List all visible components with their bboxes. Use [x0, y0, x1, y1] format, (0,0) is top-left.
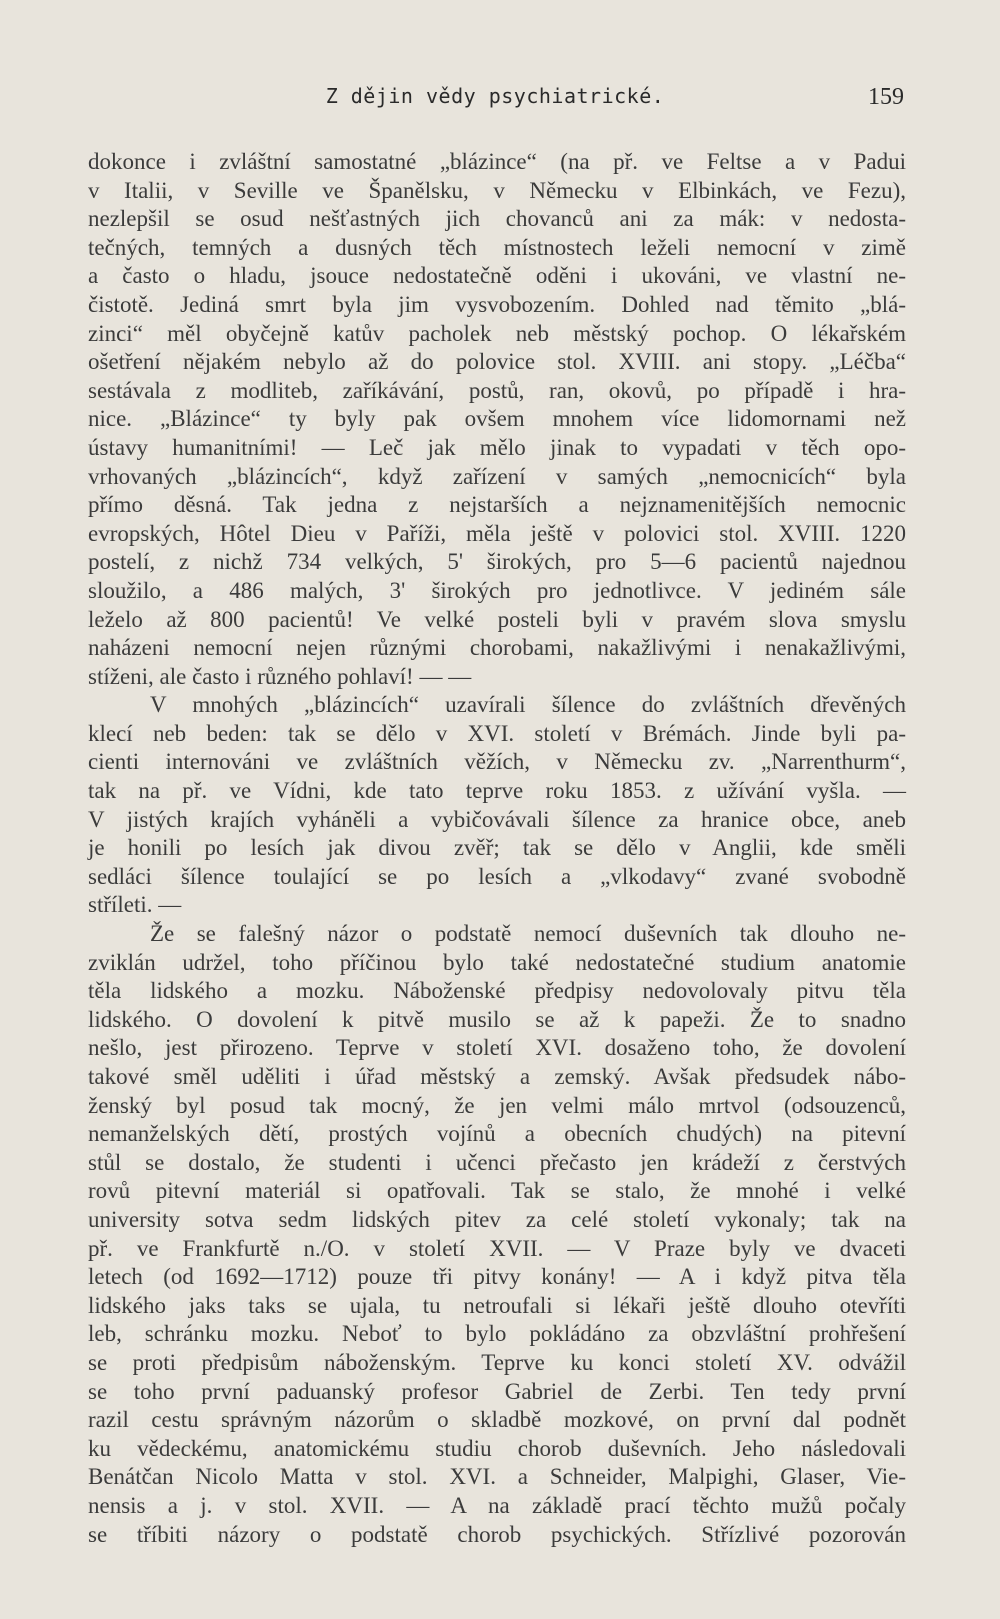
text-line: leb, schránku mozku. Neboť to bylo pokládáno za obzvláštní prohřešení	[88, 1321, 906, 1347]
text-line: Že se falešný názor o podstatě nemocí duševních tak dlouho ne-	[150, 921, 906, 947]
text-line: lidského jaks taks se ujala, tu netroufali si lékaři ještě dlouho otevříti	[88, 1292, 906, 1318]
text-line: nezlepšil se osud nešťastných jich chovanců ani za mák: v nedosta-	[88, 206, 906, 232]
text-line: university sotva sedm lidských pitev za celé století vykonaly; tak na	[88, 1206, 906, 1232]
text-line: stůl se dostalo, že studenti i učenci přečasto jen krádeží z čerstvých	[88, 1149, 906, 1175]
text-line: rovů pitevní materiál si opatřovali. Tak se stalo, že mnohé i velké	[88, 1178, 906, 1204]
text-line: stíženi, ale často i různého pohlaví! — —	[88, 663, 472, 689]
text-line: leželo až 800 pacientů! Ve velké posteli byli v pravém slova smyslu	[88, 606, 906, 632]
text-line: cienti internováni ve zvláštních věžích, v Německu zv. „Narrenthurm“,	[88, 749, 906, 775]
running-title: Z dějin vědy psychiatrické.	[325, 84, 665, 108]
text-line: nensis a j. v stol. XVII. — A na základě prací těchto mužů počaly	[88, 1492, 906, 1518]
text-line: takové směl uděliti i úřad městský a zemský. Avšak předsudek nábo-	[88, 1064, 906, 1089]
page-number: 159	[868, 84, 904, 110]
body-text	[88, 148, 906, 1549]
text-line: vrhovaných „blázincích“, když zařízení v samých „nemocnicích“ byla	[88, 463, 906, 489]
text-line: postelí, z nichž 734 velkých, 5' širokých, pro 5—6 pacientů najednou	[88, 549, 906, 575]
text-line: lidského. O dovolení k pitvě musilo se až k papeži. Že to snadno	[88, 1006, 906, 1032]
text-line: čistotě. Jediná smrt byla jim vysvobozením. Dohled nad těmito „blá-	[88, 291, 906, 317]
text-line: V jistých krajích vyháněli a vybičovávali šílence za hranice obce, aneb	[88, 806, 906, 832]
text-line: sloužilo, a 486 malých, 3' širokých pro jednotlivce. V jediném sále	[88, 577, 906, 603]
text-line: nešlo, jest přirozeno. Teprve v století XVI. dosaženo toho, že dovolení	[88, 1035, 906, 1061]
text-line: se tříbiti názory o podstatě chorob psychických. Střízlivé pozorován	[88, 1521, 906, 1547]
text-line: zviklán udržel, toho příčinou bylo také nedostatečné studium anatomie	[88, 949, 906, 975]
text-line: ošetření nějakém nebylo až do polovice stol. XVIII. ani stopy. „Léčba“	[88, 349, 906, 375]
text-line: se proti předpisům náboženským. Teprve ku konci století XV. odvážil	[88, 1349, 906, 1375]
page-header	[86, 84, 904, 120]
text-line: tak na př. ve Vídni, kde tato teprve roku 1853. z užívání vyšla. —	[88, 778, 906, 804]
text-line: letech (od 1692—1712) pouze tři pitvy konány! — A i když pitva těla	[88, 1264, 906, 1290]
text-line: v Italii, v Seville ve Španělsku, v Německu v Elbinkách, ve Fezu),	[88, 177, 906, 203]
text-line: přímo děsná. Tak jedna z nejstarších a nejznamenitějších nemocnic	[88, 492, 906, 518]
text-line: klecí neb beden: tak se dělo v XVI. století v Brémách. Jinde byli pa-	[88, 720, 906, 746]
text-line: je honili po lesích jak divou zvěř; tak se dělo v Anglii, kde směli	[88, 835, 906, 861]
text-line: sedláci šílence toulající se po lesích a „vlkodavy“ zvané svobodně	[88, 863, 906, 889]
text-line: těla lidského a mozku. Náboženské předpisy nedovolovaly pitvu těla	[88, 978, 906, 1004]
text-line: dokonce i zvláštní samostatné „blázince“ (na př. ve Feltse a v Padui	[88, 149, 906, 174]
text-line: př. ve Frankfurtě n./O. v století XVII. — V Praze byly ve dvaceti	[88, 1235, 906, 1261]
text-line: tečných, temných a dusných těch místnostech leželi nemocní v zimě	[88, 234, 906, 260]
text-line: nemanželských dětí, prostých vojínů a obecních chudých) na pitevní	[88, 1121, 906, 1147]
text-line: ku vědeckému, anatomickému studiu chorob duševních. Jeho následovali	[88, 1435, 906, 1461]
text-line: evropských, Hôtel Dieu v Paříži, měla ještě v polovici stol. XVIII. 1220	[88, 520, 906, 546]
text-line: naházeni nemocní nejen různými chorobami, nakažlivými i nenakažlivými,	[88, 635, 906, 661]
text-line: ústavy humanitními! — Leč jak mělo jinak to vypadati v těch opo-	[88, 434, 906, 460]
text-line: razil cestu správným názorům o skladbě mozkové, on první dal podnět	[88, 1407, 906, 1433]
text-line: stříleti. —	[88, 892, 182, 918]
text-line: Benátčan Nicolo Matta v stol. XVI. a Schneider, Malpighi, Glaser, Vie-	[88, 1464, 906, 1490]
text-line: ženský byl posud tak mocný, že jen velmi málo mrtvol (odsouzenců,	[88, 1092, 906, 1118]
text-line: sestávala z modliteb, zaříkávání, postů, ran, okovů, po případě i hra-	[88, 377, 906, 403]
text-line: V mnohých „blázincích“ uzavírali šílence do zvláštních dřevěných	[150, 692, 906, 718]
text-line: se toho první paduanský profesor Gabriel de Zerbi. Ten tedy první	[88, 1378, 906, 1404]
text-line: nice. „Blázince“ ty byly pak ovšem mnohem více lidomornami než	[88, 406, 906, 432]
text-line: zinci“ měl obyčejně katův pacholek neb městský pochop. O lékařském	[88, 320, 906, 346]
text-line: a často o hladu, jsouce nedostatečně oděni i ukováni, ve vlastní ne-	[88, 263, 906, 289]
